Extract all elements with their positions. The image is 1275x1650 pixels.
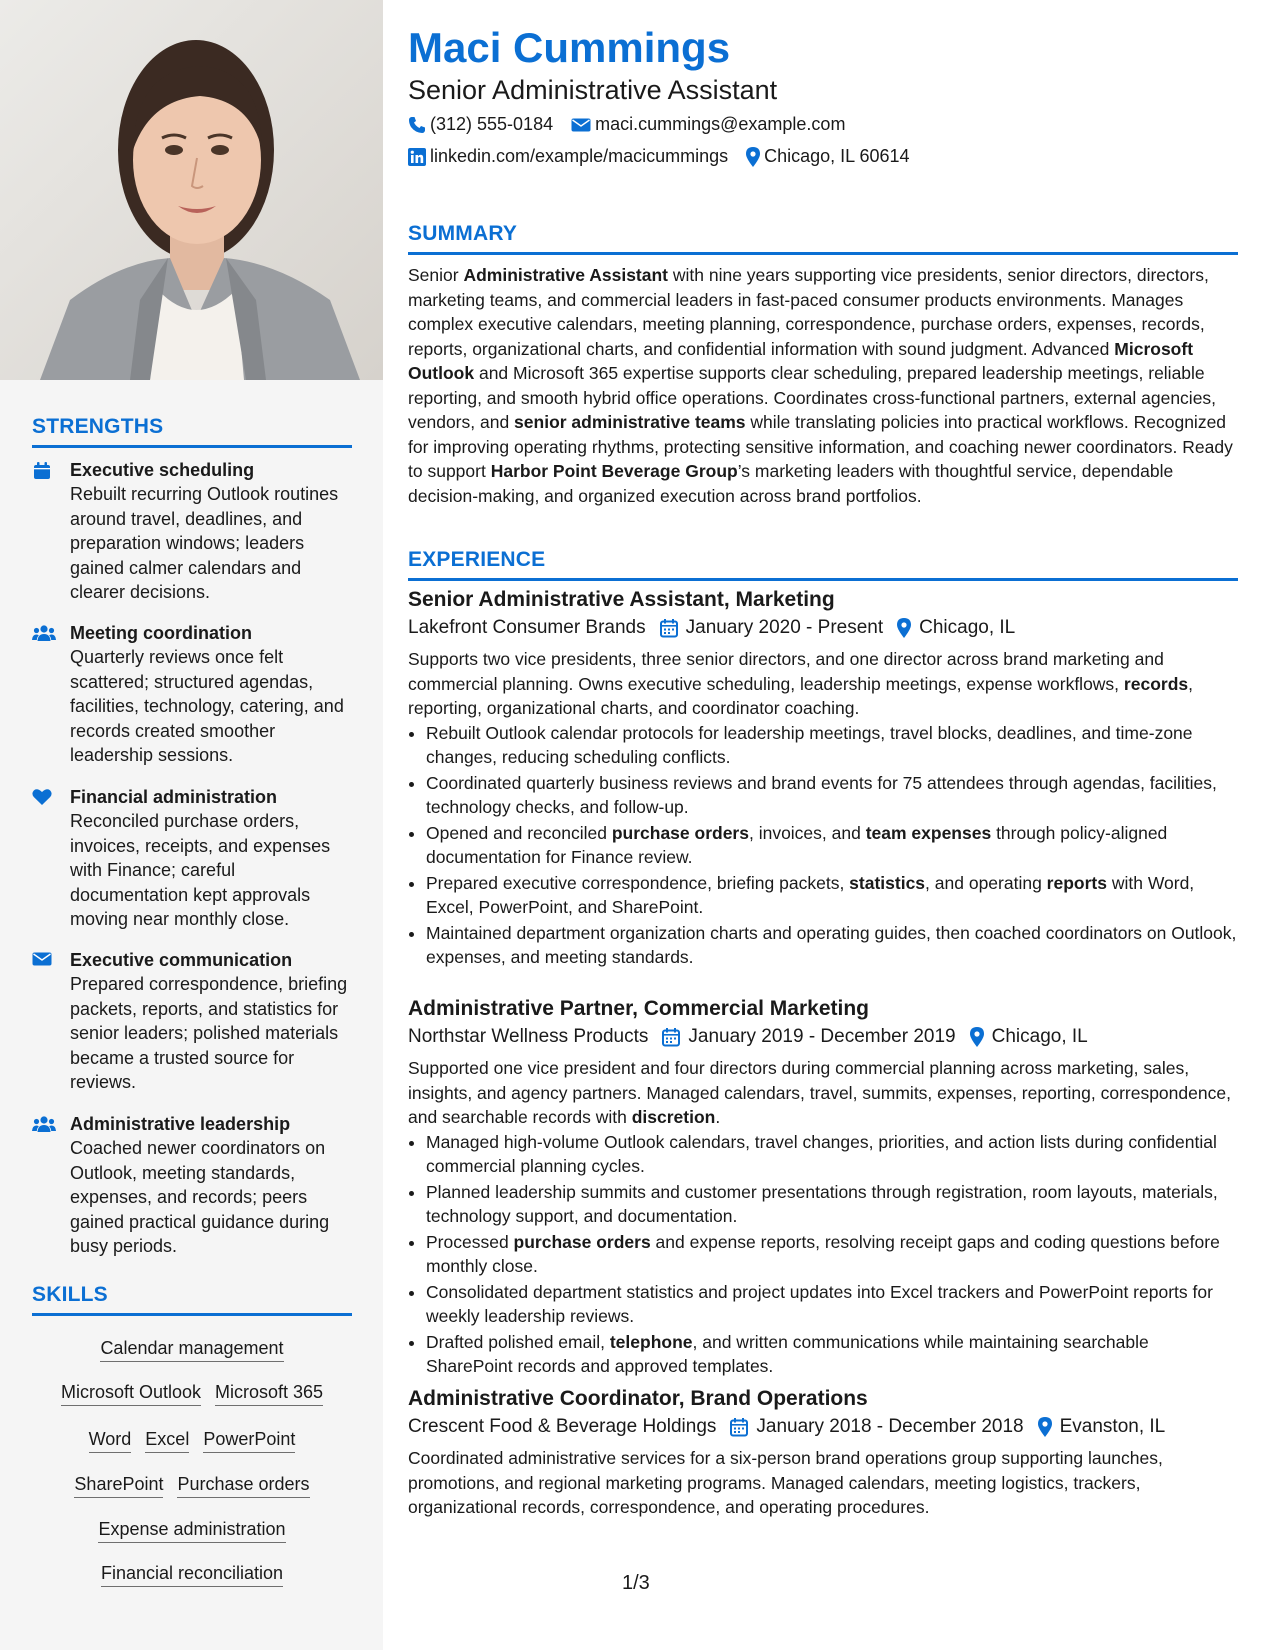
envelope-icon: [32, 951, 56, 971]
job-dates: January 2019 - December 2019: [662, 1026, 955, 1048]
strength-description: Reconciled purchase orders, invoices, receipts, and expenses with Finance; careful documentation kept approvals moving near monthly close.: [70, 811, 331, 929]
skill-tag: Financial reconciliation: [101, 1563, 283, 1587]
strengths-divider: [32, 445, 352, 448]
skills-row: [32, 1338, 352, 1362]
summary-heading: SUMMARY: [408, 222, 518, 245]
strengths-section-header: [32, 415, 352, 448]
location-contact: [746, 146, 909, 167]
skill-tag: Expense administration: [98, 1519, 285, 1543]
strength-item: [32, 1112, 352, 1259]
skills-row: [32, 1382, 352, 1406]
strength-item: [32, 785, 352, 932]
profile-photo: [0, 0, 383, 380]
skill-tag: PowerPoint: [203, 1429, 295, 1453]
phone-contact[interactable]: [408, 114, 553, 135]
email-contact[interactable]: [571, 114, 845, 135]
job-bullet: • Drafted polished email, telephone, and written communications while maintaining searchable SharePoint records and approved templates.: [426, 1330, 1238, 1379]
location-text: Chicago, IL 60614: [764, 146, 910, 166]
skills-section-header: [32, 1283, 352, 1316]
job-title: Senior Administrative Assistant, Marketing: [408, 588, 835, 611]
job-location: Evanston, IL: [1038, 1416, 1166, 1438]
calendar-icon: [32, 461, 56, 481]
job-dates: January 2018 - December 2018: [730, 1416, 1023, 1438]
job-entry: [408, 997, 1238, 1380]
map-pin-icon: [746, 147, 760, 167]
job-bullet: • Coordinated quarterly business reviews and brand events for 75 attendees through agendas, facilities, technology checks, and follow-up.: [426, 771, 1238, 820]
calendar-icon: [730, 1417, 748, 1437]
skills-row: [32, 1474, 352, 1498]
linkedin-contact[interactable]: [408, 146, 728, 167]
map-pin-icon: [970, 1027, 984, 1047]
users-icon: [32, 624, 56, 644]
sidebar: [0, 0, 383, 1650]
job-meta: [408, 617, 1238, 639]
email-text: maci.cummings@example.com: [595, 114, 846, 134]
skills-row: [32, 1563, 352, 1587]
linkedin-icon: [408, 148, 426, 166]
strength-description: Quarterly reviews once felt scattered; structured agendas, facilities, technology, catering, and records created smoother leadership sessions.: [70, 647, 344, 765]
envelope-icon: [571, 117, 591, 133]
job-bullets: [408, 721, 1238, 970]
strength-description: Coached newer coordinators on Outlook, meeting standards, expenses, and records; peers gained practical guidance during busy periods.: [70, 1138, 330, 1256]
job-bullet: • Processed purchase orders and expense reports, resolving receipt gaps and coding questions before monthly close.: [426, 1230, 1238, 1279]
skills-heading: SKILLS: [32, 1283, 108, 1306]
linkedin-text: linkedin.com/example/macicummings: [430, 146, 729, 166]
job-company: Crescent Food & Beverage Holdings: [408, 1416, 717, 1437]
job-bullet: • Planned leadership summits and customer presentations through registration, room layouts, materials, technology support, and documentation.: [426, 1180, 1238, 1229]
summary-text: Senior Administrative Assistant with nine years supporting vice presidents, senior directors, directors, marketing teams, and commercial leaders in fast-paced consumer products environments. Manages complex executive calendars, meeting planning, correspondence, purchase orders, expenses, records, reports, organizational charts, and confidential information with sound judgment. Advanced Microsoft Outlook and Microsoft 365 expertise supports clear scheduling, prepared leadership meetings, reliable reporting, and smooth hybrid office operations. Coordinates cross-functional partners, external agencies, vendors, and senior administrative teams while translating policies into practical workflows. Recognized for improving operating rhythms, protecting sensitive information, and coaching newer coordinators. Ready to support Harbor Point Beverage Group’s marketing leaders with thoughtful service, dependable decision-making, and organized execution across brand portfolios.: [408, 265, 1233, 506]
experience-heading: EXPERIENCE: [408, 548, 546, 571]
users-icon: [32, 1115, 56, 1135]
summary-divider: [408, 252, 1238, 255]
skills-row: [32, 1429, 352, 1453]
job-company: Northstar Wellness Products: [408, 1026, 649, 1047]
job-intro: Supports two vice presidents, three senior directors, and one director across brand marketing and commercial planning. Owns executive scheduling, leadership meetings, expense workflows, records, reporting, organizational charts, and coordinator coaching.: [408, 649, 1193, 718]
job-company: Lakefront Consumer Brands: [408, 617, 646, 638]
strength-description: Prepared correspondence, briefing packets, reports, and statistics for senior leaders; polished materials became a trusted source for reviews.: [70, 974, 348, 1092]
strength-item: [32, 948, 352, 1095]
skill-tag: Microsoft Outlook: [61, 1382, 201, 1406]
job-intro: Coordinated administrative services for a six-person brand operations group supporting launches, promotions, and regional marketing programs. Managed calendars, meeting logistics, trackers, organizational records, correspondence, and operating procedures.: [408, 1448, 1163, 1517]
job-entry: [408, 1387, 1238, 1520]
candidate-title: Senior Administrative Assistant: [408, 75, 778, 105]
skill-tag: Microsoft 365: [215, 1382, 323, 1406]
strengths-heading: STRENGTHS: [32, 415, 164, 438]
job-location: Chicago, IL: [897, 617, 1015, 639]
job-bullet: • Opened and reconciled purchase orders, invoices, and team expenses through policy-aligned documentation for Finance review.: [426, 821, 1238, 870]
phone-text: (312) 555-0184: [430, 114, 554, 134]
job-location: Chicago, IL: [970, 1026, 1088, 1048]
strength-item: [32, 458, 352, 605]
skill-tag: Calendar management: [100, 1338, 283, 1362]
calendar-icon: [662, 1027, 680, 1047]
skill-tag: Purchase orders: [177, 1474, 309, 1498]
job-bullet: • Prepared executive correspondence, briefing packets, statistics, and operating reports with Word, Excel, PowerPoint, and SharePoint.: [426, 871, 1238, 920]
job-meta: [408, 1416, 1238, 1438]
job-bullet: • Consolidated department statistics and project updates into Excel trackers and PowerPoint reports for weekly leadership reviews.: [426, 1280, 1238, 1329]
map-pin-icon: [897, 618, 911, 638]
strength-title: Financial administration: [70, 787, 278, 807]
strength-title: Executive communication: [70, 950, 293, 970]
strength-description: Rebuilt recurring Outlook routines around travel, deadlines, and preparation windows; leaders gained calmer calendars and clearer decisions.: [70, 484, 339, 602]
strength-title: Executive scheduling: [70, 460, 255, 480]
job-meta: [408, 1026, 1238, 1048]
strength-title: Administrative leadership: [70, 1114, 291, 1134]
strength-title: Meeting coordination: [70, 623, 252, 643]
contact-row-2: [408, 146, 928, 167]
strength-item: [32, 621, 352, 768]
candidate-name: Maci Cummings: [408, 24, 731, 71]
calendar-icon: [660, 618, 678, 638]
phone-icon: [408, 116, 426, 134]
skills-row: [32, 1519, 352, 1543]
skill-tag: Excel: [145, 1429, 189, 1453]
job-title: Administrative Partner, Commercial Marketing: [408, 997, 869, 1020]
job-bullet: • Rebuilt Outlook calendar protocols for leadership meetings, travel blocks, deadlines, and time-zone changes, reducing scheduling conflicts.: [426, 721, 1238, 770]
job-bullet: • Maintained department organization charts and operating guides, then coached coordinators on Outlook, expenses, and meeting standards.: [426, 921, 1238, 970]
skill-tag: SharePoint: [74, 1474, 163, 1498]
map-pin-icon: [1038, 1417, 1052, 1437]
contact-row-1: [408, 114, 863, 135]
skill-tag: Word: [89, 1429, 132, 1453]
experience-divider: [408, 578, 1238, 581]
page-number: 1/3: [622, 1572, 650, 1594]
job-title: Administrative Coordinator, Brand Operations: [408, 1387, 868, 1410]
job-entry: [408, 588, 1238, 971]
skills-divider: [32, 1313, 352, 1316]
job-bullet: • Managed high-volume Outlook calendars, travel changes, priorities, and action lists during confidential commercial planning cycles.: [426, 1130, 1238, 1179]
summary-section: [408, 222, 1238, 508]
job-intro: Supported one vice president and four directors during commercial planning across marketing, sales, insights, and agency partners. Managed calendars, travel, summits, expenses, reporting, correspondence, and searchable records with discretion.: [408, 1058, 1231, 1127]
job-bullets: [408, 1130, 1238, 1379]
experience-section: [408, 548, 1238, 581]
job-dates: January 2020 - Present: [660, 617, 884, 639]
heart-icon: [32, 788, 56, 808]
